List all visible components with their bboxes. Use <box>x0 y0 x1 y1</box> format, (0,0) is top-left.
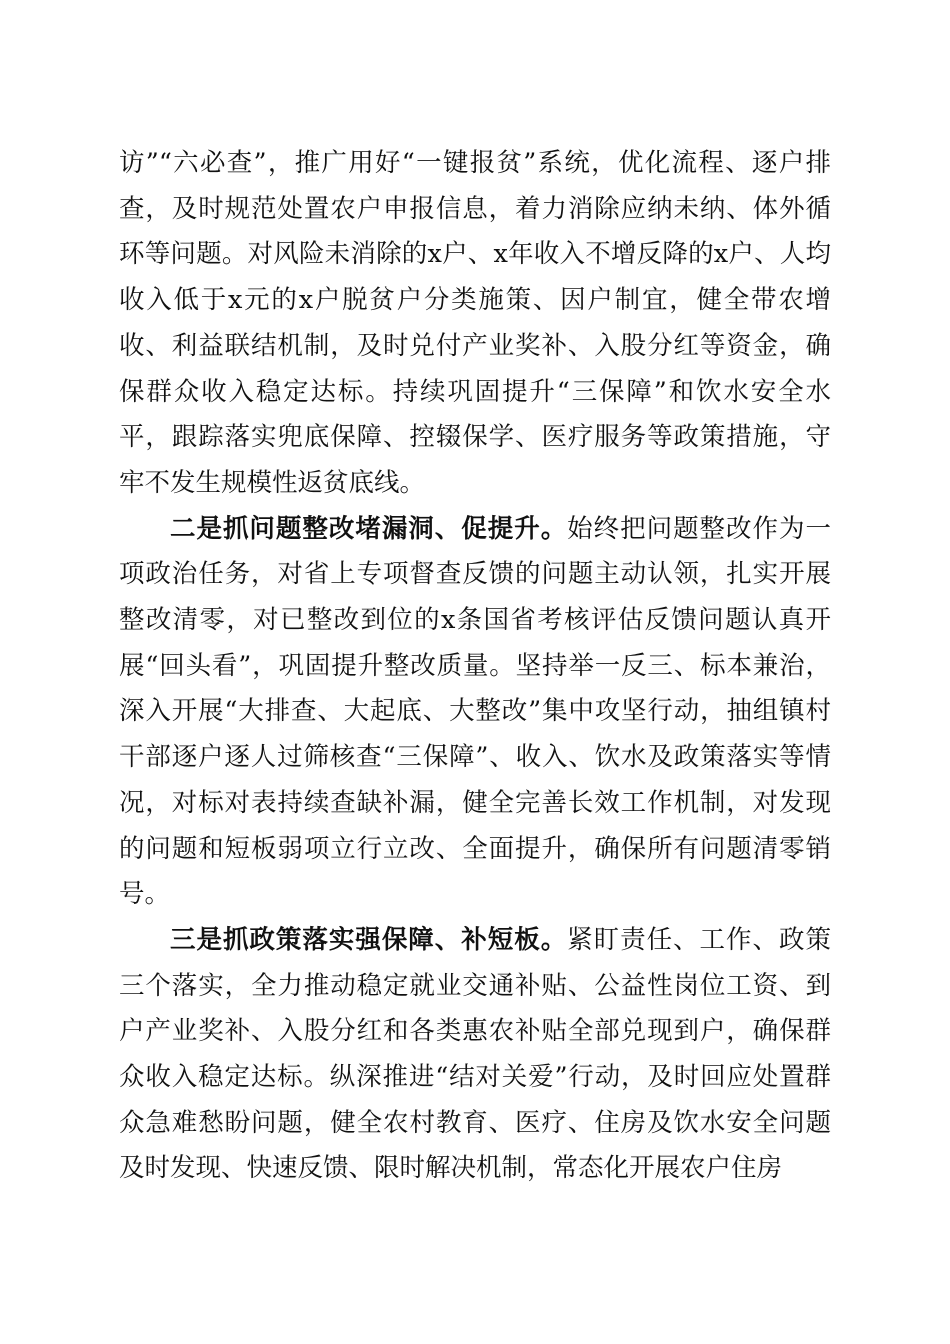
paragraph-heading: 二是抓问题整改堵漏洞、促提升。 <box>170 513 568 544</box>
paragraph-heading: 三是抓政策落实强保障、补短板。 <box>170 924 568 955</box>
paragraph-continuation <box>119 141 831 507</box>
paragraph-policy-implementation <box>119 918 831 1192</box>
paragraph-text: 访”“六必查”，推广用好“一键报贫”系统，优化流程、逐户排查，及时规范处置农户申报信息，着力消除应纳未纳、体外循环等问题。对风险未消除的x户、x年收入不增反降的x户、人均收入低于x元的x户脱贫户分类施策、因户制宜，健全带农增收、利益联结机制，及时兑付产业奖补、入股分红等资金，确保群众收入稳定达标。持续巩固提升“三保障”和饮水安全水平，跟踪落实兜底保障、控辍保学、医疗服务等政策措施，守牢不发生规模性返贫底线。 <box>119 148 831 498</box>
paragraph-text: 紧盯责任、工作、政策三个落实，全力推动稳定就业交通补贴、公益性岗位工资、到户产业奖补、入股分红和各类惠农补贴全部兑现到户，确保群众收入稳定达标。纵深推进“结对关爱”行动，及时回应处置群众急难愁盼问题，健全农村教育、医疗、住房及饮水安全问题及时发现、快速反馈、限时解决机制，常态化开展农户住房 <box>119 924 831 1184</box>
paragraph-problem-rectification <box>119 507 831 918</box>
paragraph-text: 始终把问题整改作为一项政治任务，对省上专项督查反馈的问题主动认领，扎实开展整改清零，对已整改到位的x条国省考核评估反馈问题认真开展“回头看”，巩固提升整改质量。坚持举一反三、标本兼治，深入开展“大排查、大起底、大整改”集中攻坚行动，抽组镇村干部逐户逐人过筛核查“三保障”、收入、饮水及政策落实等情况，对标对表持续查缺补漏，健全完善长效工作机制，对发现的问题和短板弱项立行立改、全面提升，确保所有问题清零销号。 <box>119 513 831 910</box>
document-body <box>119 141 831 1192</box>
